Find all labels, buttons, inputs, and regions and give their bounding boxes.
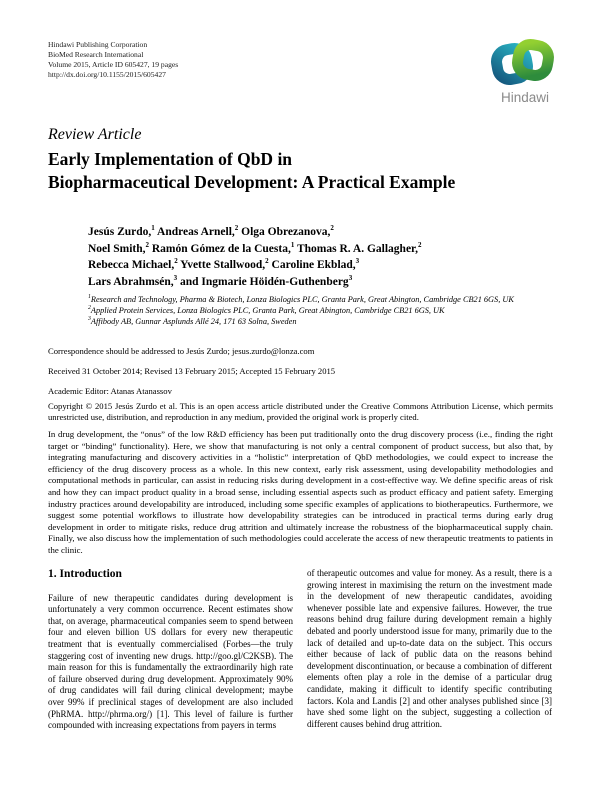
introduction-paragraph-left: Failure of new therapeutic candidates during development is unfortunately a very common occurrence. Recent estimates show that, on average, pharmaceutical companies seem to spend between four and eleven billion US dollars for every new therapeutic treatment that is eventually commercialised (Forbes—the truly staggering cost of inventing new drugs. http://goo.gl/C2KSB). The main reason for this is fundamentally the extraordinarily high rate of failure observed during drug development. Approximately 90% of drug candidates will fail during clinical development; maybe over 99% if preclinical stages of development are also included (PhRMA. http://phrma.org/) [1]. This level of failure is further compounded with increasing expectations from payers in terms bbox=[48, 592, 293, 731]
author-line: Rebecca Michael,$^2$ Yvette Stallwood,$^2$ Caroline Ekblad,$^3$ bbox=[88, 257, 360, 271]
affiliation-line: $^1$Research and Technology, Pharma & Biotech, Lonza Biologics PLC, Granta Park, Great Abington, Cambridge CB21 6GS, UK bbox=[88, 294, 514, 304]
publisher-header bbox=[48, 40, 178, 80]
publisher-name: Hindawi Publishing Corporation bbox=[48, 40, 148, 49]
received-dates-line: Received 31 October 2014; Revised 13 February 2015; Accepted 15 February 2015 bbox=[48, 366, 336, 376]
introduction-paragraph-right: of therapeutic outcomes and value for money. As a result, there is a growing interest in maximising the return on the investment made in the development of new therapeutic candidates, avoiding whenever possible late and expensive failures. However, the true reasons behind drug failure during development remain a highly debated and poorly understood issue for many, primarily due to the lack of detailed and up-to-date data on the subject. This occurs either because of lack of public data on the reasons behind development discontinuation, or because a combination of different elements often play a role in the demise of a particular drug candidate, making it difficult to identify specific contributing factors. Kola and Landis [2] and other analyses published since [3] have shed some light on the subject, suggesting a collection of different causes behind drug attrition. bbox=[307, 568, 552, 729]
body-columns bbox=[48, 568, 553, 732]
correspondence-text: Correspondence should be addressed to Jesús Zurdo; bbox=[48, 346, 233, 356]
correspondence-email-link[interactable]: jesus.zurdo@lonza.com bbox=[232, 346, 315, 356]
academic-editor-line: Academic Editor: Atanas Atanassov bbox=[48, 386, 172, 396]
affiliation-line: $^3$Affibody AB, Gunnar Asplunds Allé 24, 171 63 Solna, Sweden bbox=[88, 316, 297, 326]
article-title-line2: Biopharmaceutical Development: A Practical Example bbox=[48, 172, 456, 192]
article-title-line1: Early Implementation of QbD in bbox=[48, 149, 293, 169]
author-list bbox=[88, 224, 548, 290]
column-left bbox=[48, 568, 293, 732]
abstract-text: In drug development, the “onus” of the low R&D efficiency has been put traditionally onto the drug discovery process (i.e., finding the right target or “binding” functionality). Here, we show that manufacturing is not only a central component of product success, but also that, by integrating manufacturing and discovery activities in a “holistic” interpretation of QbD methodologies, we could expect to increase the efficiency of the drug discovery process as a whole. In this new context, early risk assessment, using developability methodologies and computational methods in particular, can assist in reducing risks during development in a cost-effective way. We define specific areas of risk and how they can impact product quality in a broad sense, including essential aspects such as product efficacy and patient safety. Emerging industry practices around developability are introduced, including some specific examples of applications to biotherapeutics. Furthermore, we suggest some potential workflows to illustrate how developability strategies can be introduced in practical terms during early drug development in order to mitigate risks, reduce drug attrition and ultimately increase the robustness of the biopharmaceutical supply chain. Finally, we also discuss how the implementation of such methodologies could accelerate the access of new therapeutic treatments to patients in the clinic. bbox=[48, 429, 553, 555]
logo-brand-text: Hindawi bbox=[500, 90, 550, 105]
hindawi-rings-icon bbox=[488, 33, 562, 107]
article-title bbox=[48, 148, 528, 194]
author-line: Jesús Zurdo,$^1$ Andreas Arnell,$^2$ Olga Obrezanova,$^2$ bbox=[88, 224, 334, 238]
affiliation-line: $^2$Applied Protein Services, Lonza Biologics PLC, Granta Park, Great Abington, Cambridge CB21 6GS, UK bbox=[88, 305, 445, 315]
author-line: Noel Smith,$^2$ Ramón Gómez de la Cuesta,$^1$ Thomas R. A. Gallagher,$^2$ bbox=[88, 240, 422, 255]
article-type-label: Review Article bbox=[48, 126, 142, 143]
volume-article-info: Volume 2015, Article ID 605427, 19 pages bbox=[48, 59, 179, 69]
journal-name: BioMed Research International bbox=[48, 49, 144, 59]
copyright-notice: Copyright © 2015 Jesús Zurdo et al. This is an open access article distributed under the Creative Commons Attribution License, which permits unrestricted use, distribution, and reproduction in any medium, provided the original work is properly cited. bbox=[48, 401, 553, 423]
correspondence-line bbox=[48, 346, 314, 356]
author-line: Lars Abrahmsén,$^3$ and Ingmarie Höidén-Guthenberg$^3$ bbox=[88, 273, 353, 288]
section-heading-introduction: 1. Introduction bbox=[48, 568, 122, 580]
affiliation-list bbox=[88, 295, 558, 328]
doi-link[interactable]: http://dx.doi.org/10.1155/2015/605427 bbox=[48, 69, 166, 79]
hindawi-logo bbox=[488, 33, 562, 112]
column-right bbox=[307, 568, 552, 732]
